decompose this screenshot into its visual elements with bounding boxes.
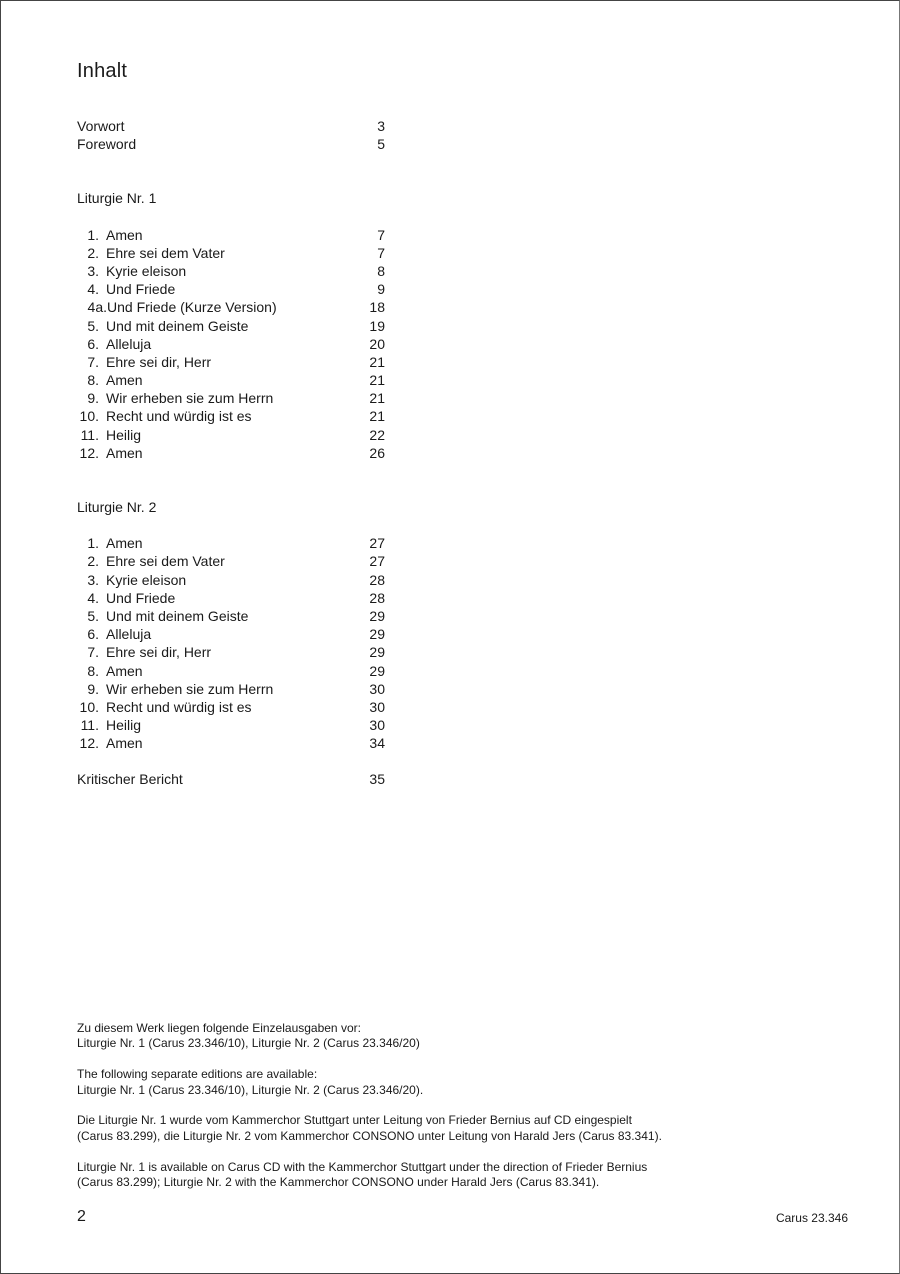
toc-entry-page: 29	[369, 662, 385, 679]
front-matter	[77, 117, 387, 153]
toc-entry-kritischer-bericht	[77, 770, 387, 788]
toc-entry	[77, 117, 387, 135]
toc-entry	[77, 643, 387, 661]
toc-entry-page: 3	[377, 118, 385, 134]
toc-entry-number: 2.	[87, 244, 99, 261]
toc-entry-title: Ehre sei dem Vater	[106, 244, 225, 261]
toc-entry-title: Amen	[106, 662, 143, 679]
toc-entry-title: Alleluja	[106, 626, 152, 643]
toc-entry-page: 18	[369, 299, 385, 316]
toc-entry-number: 9.	[87, 390, 99, 407]
toc-entry-number: 11.	[80, 426, 99, 443]
toc-entry-number: 9.	[87, 680, 99, 697]
toc-entry-number: 8.	[87, 662, 99, 679]
edition-notes	[77, 1021, 837, 1206]
toc-entry-page: 28	[369, 571, 385, 588]
toc-entry-title: Kyrie eleison	[106, 571, 187, 588]
toc-entry	[77, 625, 387, 643]
spacer	[77, 516, 387, 534]
note-paragraph	[77, 1021, 837, 1052]
toc-entry-page: 20	[369, 335, 385, 352]
toc-entry	[77, 662, 387, 680]
toc-entry-page: 29	[369, 607, 385, 624]
note-paragraph	[77, 1160, 837, 1191]
catalog-number: Carus 23.346	[775, 1211, 848, 1225]
toc-entry-title: Amen	[106, 735, 143, 752]
toc-entry-page: 30	[369, 717, 385, 734]
note-line: The following separate editions are available:	[77, 1067, 318, 1082]
toc-entry	[77, 680, 387, 698]
toc-entry-page: 22	[369, 426, 385, 443]
spacer	[77, 208, 387, 226]
toc-entry-title: Ehre sei dir, Herr	[106, 353, 212, 370]
toc-entry-title: Recht und würdig ist es	[106, 408, 252, 425]
toc-entry-title: Und Friede	[106, 281, 176, 298]
toc-entry-number: 12.	[79, 444, 99, 461]
toc-entry-page: 7	[377, 244, 385, 261]
spacer	[77, 153, 387, 189]
toc-entry-number: 7.	[87, 353, 99, 370]
toc-entry-number: 2.	[87, 553, 99, 570]
toc-entry	[77, 589, 387, 607]
toc-entry-page: 21	[369, 353, 385, 370]
toc-entry-title: Amen	[106, 444, 143, 461]
note-paragraph	[77, 1067, 837, 1098]
toc-entry-page: 21	[369, 408, 385, 425]
toc-entry	[77, 571, 387, 589]
toc-entry-title: Ehre sei dir, Herr	[106, 644, 212, 661]
toc-entry-number: 4.	[87, 281, 99, 298]
toc-entry	[77, 426, 387, 444]
note-line: (Carus 83.299), die Liturgie Nr. 2 vom Kammerchor CONSONO unter Leitung von Harald Jers (Carus 83.341).	[77, 1128, 662, 1143]
toc-entry-number: 3.	[87, 571, 99, 588]
toc-entry-title: Und Friede (Kurze Version)	[107, 299, 277, 316]
toc-entry-number: 1.	[87, 226, 99, 243]
toc-entry	[77, 244, 387, 262]
note-line: (Carus 83.299); Liturgie Nr. 2 with the Kammerchor CONSONO under Harald Jers (Carus 83.341).	[77, 1175, 600, 1190]
toc-entry-title: Heilig	[106, 717, 142, 734]
toc-entry-number: 4a.	[87, 299, 107, 316]
toc-entry-number: 4.	[87, 589, 99, 606]
toc-entry-title: Alleluja	[106, 335, 152, 352]
toc-entry-number: 5.	[87, 317, 99, 334]
toc-entry	[77, 280, 387, 298]
toc-entry-title: Amen	[106, 535, 143, 552]
toc-entry-label: Foreword	[77, 136, 137, 153]
toc-entry-number: 10.	[79, 698, 99, 715]
toc-entry	[77, 534, 387, 552]
toc-entry-page: 7	[377, 226, 385, 243]
toc-entry-number: 11.	[80, 717, 99, 734]
toc-entry-number: 5.	[87, 607, 99, 624]
toc-entry-page: 19	[369, 317, 385, 334]
toc-entry	[77, 552, 387, 570]
toc-entry-title: Und mit deinem Geiste	[106, 317, 249, 334]
toc-entry-page: 9	[377, 281, 385, 298]
note-line: Liturgie Nr. 1 (Carus 23.346/10), Liturgie Nr. 2 (Carus 23.346/20)	[77, 1036, 420, 1051]
liturgie-1-list	[77, 226, 387, 462]
toc-entry	[77, 389, 387, 407]
toc-entry	[77, 298, 387, 316]
toc-entry	[77, 317, 387, 335]
toc-entry-page: 28	[369, 589, 385, 606]
spacer	[77, 462, 387, 498]
toc-entry-number: 1.	[87, 535, 99, 552]
toc-entry-page: 29	[369, 626, 385, 643]
toc-entry-number: 8.	[87, 372, 99, 389]
toc-entry-label: Vorwort	[77, 118, 125, 134]
toc-entry-number: 6.	[87, 626, 99, 643]
section-heading-liturgie-2: Liturgie Nr. 2	[77, 499, 157, 515]
toc-entry-number: 6.	[87, 335, 99, 352]
page-title: Inhalt	[77, 60, 128, 82]
note-line: Die Liturgie Nr. 1 wurde vom Kammerchor Stuttgart unter Leitung von Frieder Bernius auf CD eingespielt	[77, 1113, 632, 1128]
toc-entry	[77, 353, 387, 371]
liturgie-2-list	[77, 534, 387, 752]
table-of-contents	[77, 117, 387, 789]
toc-entry-title: Ehre sei dem Vater	[106, 553, 225, 570]
toc-entry-page: 21	[369, 390, 385, 407]
toc-entry-title: Wir erheben sie zum Herrn	[106, 680, 274, 697]
page-number: 2	[77, 1208, 86, 1225]
toc-entry-page: 30	[369, 698, 385, 715]
toc-entry	[77, 262, 387, 280]
toc-entry-number: 7.	[87, 644, 99, 661]
toc-entry	[77, 734, 387, 752]
spacer	[77, 752, 387, 770]
toc-entry-title: Und mit deinem Geiste	[106, 607, 249, 624]
toc-entry-page: 29	[369, 644, 385, 661]
toc-entry-page: 34	[369, 735, 385, 752]
toc-entry-label: Kritischer Bericht	[77, 771, 183, 788]
note-paragraph	[77, 1113, 837, 1144]
toc-entry-title: Amen	[106, 372, 143, 389]
toc-entry	[77, 444, 387, 462]
note-line: Zu diesem Werk liegen folgende Einzelausgaben vor:	[77, 1021, 361, 1035]
toc-entry	[77, 135, 387, 153]
section-heading-liturgie-1: Liturgie Nr. 1	[77, 190, 157, 207]
toc-entry-title: Kyrie eleison	[106, 262, 187, 279]
toc-entry-page: 5	[377, 136, 385, 153]
toc-entry-title: Heilig	[106, 426, 142, 443]
note-line: Liturgie Nr. 1 is available on Carus CD with the Kammerchor Stuttgart under the direction of Frieder Bernius	[77, 1159, 648, 1174]
toc-entry-page: 8	[377, 262, 385, 279]
toc-entry-page: 21	[369, 372, 385, 389]
toc-entry	[77, 335, 387, 353]
toc-entry-title: Amen	[106, 226, 143, 243]
toc-entry-page: 27	[369, 535, 385, 552]
toc-entry	[77, 407, 387, 425]
toc-entry-number: 10.	[79, 408, 99, 425]
toc-entry-title: Recht und würdig ist es	[106, 698, 252, 715]
toc-entry-number: 12.	[79, 735, 99, 752]
toc-entry	[77, 371, 387, 389]
toc-entry-page: 30	[369, 680, 385, 697]
toc-entry-page: 27	[369, 553, 385, 570]
toc-entry	[77, 226, 387, 244]
toc-entry-page: 26	[369, 444, 385, 461]
toc-entry	[77, 716, 387, 734]
toc-entry-title: Und Friede	[106, 589, 176, 606]
toc-entry	[77, 698, 387, 716]
toc-entry	[77, 607, 387, 625]
toc-entry-title: Wir erheben sie zum Herrn	[106, 390, 274, 407]
toc-entry-number: 3.	[87, 262, 99, 279]
toc-entry-page: 35	[369, 771, 385, 788]
note-line: Liturgie Nr. 1 (Carus 23.346/10), Liturgie Nr. 2 (Carus 23.346/20).	[77, 1082, 424, 1097]
